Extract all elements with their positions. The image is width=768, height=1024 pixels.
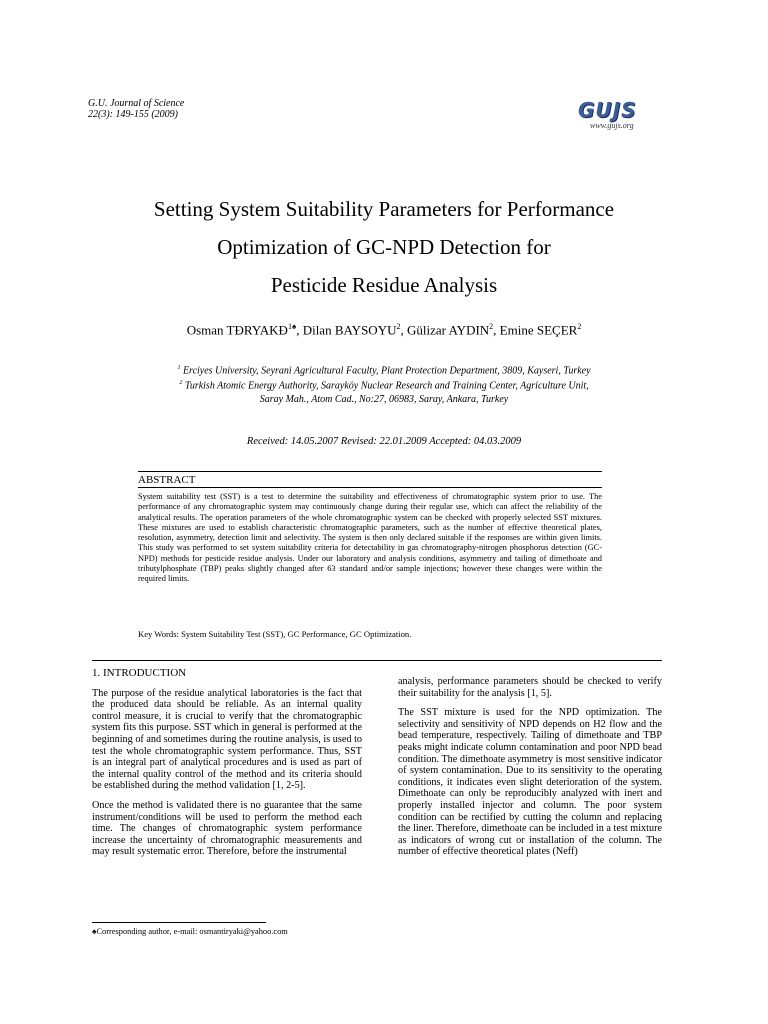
author-affil-mark: 2 [396,322,401,331]
journal-issue: 22(3): 149-155 (2009) [88,109,178,120]
author-affil-mark: 2 [577,322,582,331]
author-separator: , [296,322,303,338]
affil-text: Erciyes University, Seyrani Agricultural Faculty, Plant Protection Department, 3809, Kayseri, Turkey [180,365,591,377]
keywords: Key Words: System Suitability Test (SST), GC Performance, GC Optimization. [138,629,412,639]
affiliations [60,362,708,406]
title-line: Setting System Suitability Parameters for Performance [153,197,615,221]
author-list [60,322,708,338]
intro-right-column [398,676,662,866]
paragraph: analysis, performance parameters should be checked to verify their suitability for the analysis [1, 5]. [398,676,662,699]
author-name: Gülizar AYDIN [406,322,490,338]
intro-left-column [92,668,362,866]
affil-mark: 1 [177,365,181,371]
paragraph: The purpose of the residue analytical laboratories is the fact that the produced data should be reliable. As an internal quality control measure, it is crucial to verify that the chromatographic system fits this purpose. SST which in general is performed at the beginning of and sometimes during the routine analysis, is used to test the whole chromatographic system performance. Thus, SST is an integral part of analytical procedures and is used as part of the internal quality control of the method and its criteria should be established during the method validation [1, 2-5]. [92,687,362,792]
author-separator: , [400,322,407,338]
journal-name: G.U. Journal of Science [88,98,185,109]
abstract-heading-rule [138,487,602,488]
journal-logo [574,98,656,136]
submission-dates: Received: 14.05.2007 Revised: 22.01.2009 Accepted: 04.03.2009 [246,436,522,447]
paragraph: Once the method is validated there is no guarantee that the same instrument/conditions will be used to perform the method each time. The changes of chromatographic system performance increase the uncertainty of chromatographic measurements and may result systematic error. Therefore, before the instrumental [92,799,362,858]
author-separator: , [493,322,500,338]
paragraph: The SST mixture is used for the NPD optimization. The selectivity and sensitivity of NPD depends on H2 flow and the bead temperature, respectively. Tailing of dimethoate and TBP peaks might indicate column contamination and poor NPD bead condition. The dimethoate asymmetry is most sensitive indicator of system contamination. Due to its sensitivity to the operating conditions, it indicates even slight deterioration of the system. Dimethoate can only be reproducibly analyzed with inert and properly installed injector and column. The poor system condition can be rectified by cutting the column and replacing the liner. Therefore, dimethoate can be included in a test mixture as indicators of wrong cut or installation of the column. The number of effective theoretical plates (Neff) [398,707,662,858]
author-affil-mark: 1♠ [287,322,297,331]
affiliation-line [60,362,708,377]
logo-url: www.gujs.org [590,121,634,130]
author-name: Osman TĐRYAKĐ [186,322,288,338]
title-line: Optimization of GC-NPD Detection for [217,235,551,259]
author-affil-mark: 2 [489,322,494,331]
footnote-rule [92,922,266,923]
section-top-rule [92,660,662,661]
abstract-top-rule [138,471,602,472]
title-line: Pesticide Residue Analysis [270,273,498,297]
affil-text: Turkish Atomic Energy Authority, Sarayköy Nuclear Research and Training Center, Agriculture Unit, [182,380,589,392]
affil-text: Saray Mah., Atom Cad., No:27, 06983, Saray, Ankara, Turkey [259,393,509,405]
paper-title [60,190,708,304]
author-name: Emine SEÇER [499,322,578,338]
logo-text: GUJS [578,98,637,122]
author-name: Dilan BAYSOYU [302,322,397,338]
abstract-text: System suitability test (SST) is a test to determine the suitability and effectiveness of chromatographic system prior to use. The performance of any chromatographic system may continuously change during their regular use, which can affect the reliability of the analytical results. The operation parameters of the whole chromatographic system can be checked with properly selected SST mixtures. These mixtures are used to establish characteristic chromatographic parameters, such as the number of effective theoretical plates, resolution, asymmetry, detection limit and selectivity. The system is then only declared suitable if the responses are within given limits. This study was performed to set system suitability criteria for detectability in gas chromatography-nitrogen phosphorus detection (GC-NPD) methods for pesticide residue analysis. Under our laboratory and analysis conditions, asymmetry and tailing of dimethoate and tributylphosphate (TBP) peaks slightly changed after 63 standard and/or sample injections; however these changes were within the required limits. [138,492,602,584]
affiliation-line [60,393,708,406]
journal-citation [88,98,184,120]
footnote-corresponding-author: ♠Corresponding author, e-mail: osmantiryaki@yahoo.com [92,927,288,936]
section-heading: 1. INTRODUCTION [92,667,187,679]
abstract-heading: ABSTRACT [138,474,196,486]
affiliation-line [60,377,708,392]
affil-mark: 2 [179,380,183,387]
